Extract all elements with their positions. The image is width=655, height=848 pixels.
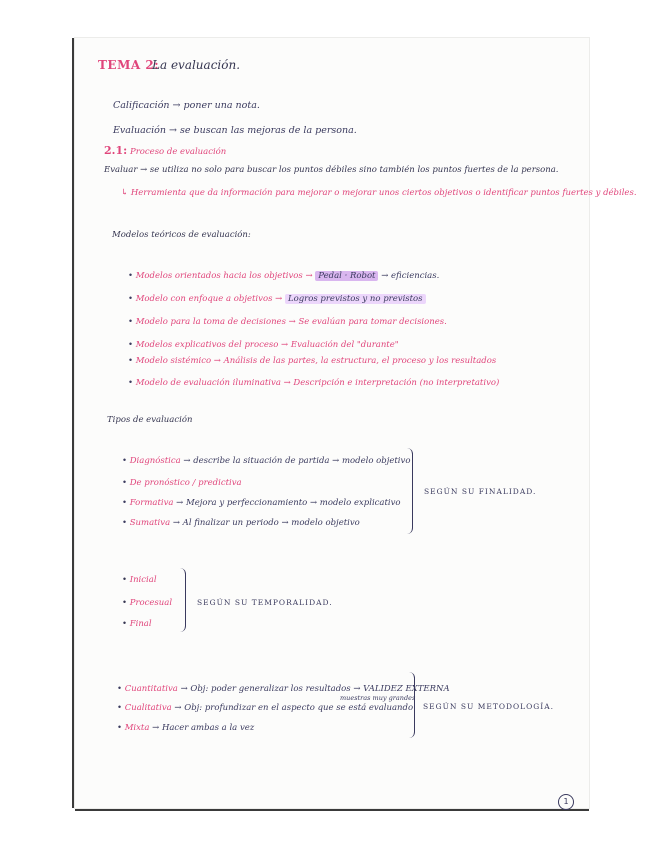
type-label: Sumativa (129, 518, 171, 528)
type-item: • Sumativa → Al finalizar un periodo → modelo objetivo (122, 518, 360, 528)
method-item: • Cualitativa → Obj: profundizar en el aspecto que se está evaluando (117, 703, 414, 713)
brace-metodologia (404, 672, 415, 738)
explanation-line1: Evaluar → se utiliza no solo para buscar los puntos débiles sino también los puntos fuertes de la persona. (104, 165, 559, 175)
section-title: Proceso de evaluación (130, 147, 227, 157)
page-number-badge: 1 (558, 794, 574, 810)
model-item-text: Modelo sistémico → Análisis de las partes, la estructura, el proceso y los resultados (135, 356, 497, 366)
definition-evaluacion: Evaluación → se buscan las mejoras de la persona. (113, 125, 357, 136)
method-description: → Hacer ambas a la vez (152, 723, 255, 733)
model-item: • Modelo de evaluación iluminativa → Descripción e interpretación (no interpretativo) (128, 378, 500, 388)
type-description: → describe la situación de partida → modelo objetivo (183, 456, 411, 466)
models-heading: Modelos teóricos de evaluación: (112, 230, 251, 240)
group-label-finalidad: SEGÚN SU FINALIDAD. (424, 487, 537, 496)
temporal-label: Final (129, 619, 152, 629)
method-description: → Obj: profundizar en el aspecto que se está evaluando (174, 703, 414, 713)
type-description: → Mejora y perfeccionamiento → modelo explicativo (176, 498, 401, 508)
temporal-label: Inicial (129, 575, 157, 585)
model-item: • Modelos orientados hacia los objetivos → Pedal · Robot → eficiencias. (128, 271, 440, 281)
model-item-highlight: Pedal · Robot (315, 271, 378, 281)
model-item-result: → eficiencias. (381, 271, 440, 281)
explanation-line2: ↳ Herramienta que da información para mejorar o mejorar unos ciertos objetivos o identificar puntos fuertes y débiles. (121, 188, 637, 198)
definition-calificacion: Calificación → poner una nota. (113, 100, 260, 111)
temporal-label: Procesual (129, 598, 173, 608)
method-item: • Mixta → Hacer ambas a la vez (117, 723, 255, 733)
page-title: La evaluación. (152, 58, 241, 72)
type-label: Formativa (129, 498, 174, 508)
section-number: 2.1: (104, 144, 128, 157)
brace-temporalidad (175, 568, 186, 632)
model-item-text: Modelo para la toma de decisiones → Se evalúan para tomar decisiones. (135, 317, 447, 327)
method-item: • Cuantitativa → Obj: poder generalizar los resultados → VALIDEZ EXTERNA (117, 684, 450, 694)
type-label: De pronóstico / predictiva (129, 478, 242, 488)
method-label: Cualitativa (124, 703, 172, 713)
tema-label: TEMA 2: (98, 58, 160, 72)
temporal-item: • Inicial (122, 575, 157, 585)
type-item: • Diagnóstica → describe la situación de partida → modelo objetivo (122, 456, 411, 466)
temporal-item: • Procesual (122, 598, 173, 608)
model-item: • Modelo sistémico → Análisis de las partes, la estructura, el proceso y los resultados (128, 356, 497, 366)
type-label: Diagnóstica (129, 456, 181, 466)
model-item: • Modelo para la toma de decisiones → Se evalúan para tomar decisiones. (128, 317, 447, 327)
group-label-temporalidad: SEGÚN SU TEMPORALIDAD. (197, 598, 333, 607)
method-label: Cuantitativa (124, 684, 178, 694)
brace-finalidad (402, 448, 413, 534)
types-heading: Tipos de evaluación (107, 415, 193, 425)
model-item-highlight: Logros previstos y no previstos (285, 294, 426, 304)
model-item-text: Modelos explicativos del proceso → Evaluación del "durante" (135, 340, 399, 350)
method-note: muestras muy grandes (340, 694, 416, 702)
method-description: → Obj: poder generalizar los resultados → VALIDEZ EXTERNA (180, 684, 450, 694)
model-item-text: Modelos orientados hacia los objetivos → (135, 271, 313, 281)
method-label: Mixta (124, 723, 150, 733)
type-item: • Formativa → Mejora y perfeccionamiento → modelo explicativo (122, 498, 401, 508)
temporal-item: • Final (122, 619, 152, 629)
model-item-text: Modelo de evaluación iluminativa → Descripción e interpretación (no interpretativo) (135, 378, 500, 388)
model-item: • Modelo con enfoque a objetivos → Logros previstos y no previstos (128, 294, 426, 304)
model-item-text: Modelo con enfoque a objetivos → (135, 294, 283, 304)
type-description: → Al finalizar un periodo → modelo objetivo (172, 518, 360, 528)
type-item: • De pronóstico / predictiva (122, 478, 242, 488)
model-item: • Modelos explicativos del proceso → Evaluación del "durante" (128, 340, 399, 350)
group-label-metodologia: SEGÚN SU METODOLOGÍA. (423, 702, 555, 711)
